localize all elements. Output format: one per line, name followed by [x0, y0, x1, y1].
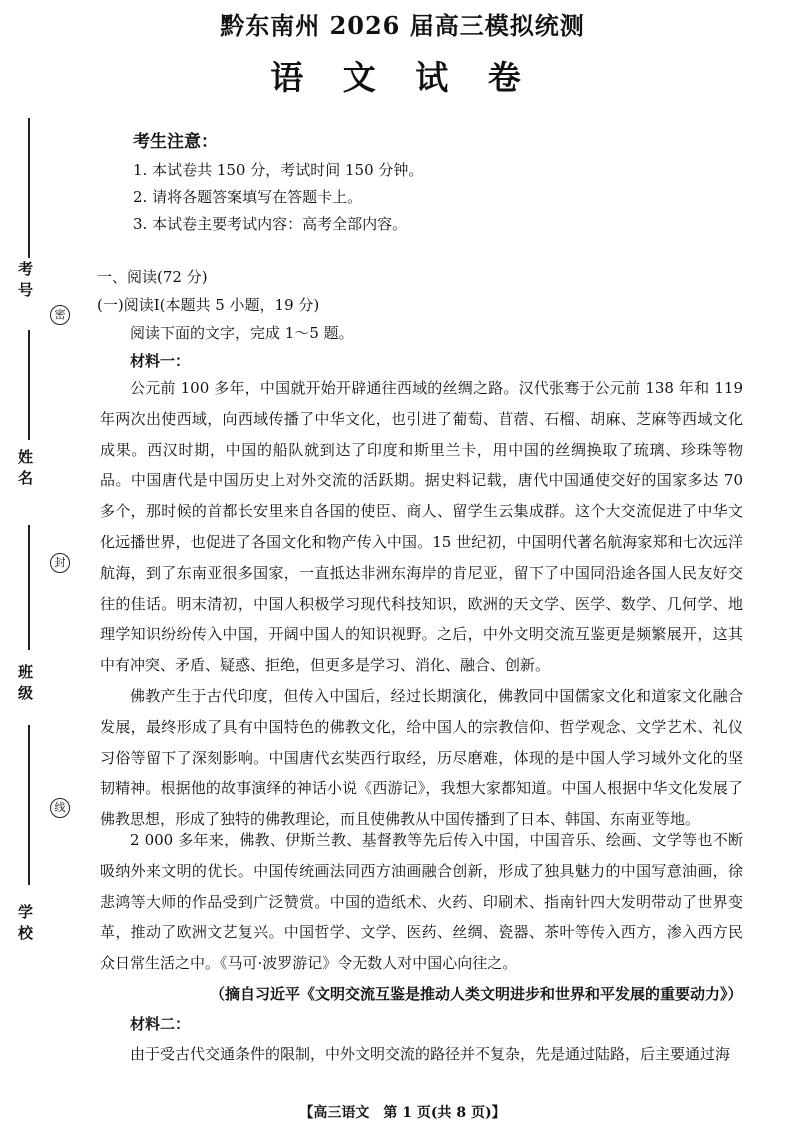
- material-2-label: 材料二：: [130, 1015, 191, 1033]
- paragraph-2: 佛教产生于古代印度，但传入中国后，经过长期演化，佛教同中国儒家文化和道家文化融合发展，最终形成了具有中国特色的佛教文化，给中国人的宗教信仰、哲学观念、文学艺术、礼仪习俗等留下了深刻影响。中国唐代玄奘西行取经，历尽磨难，体现的是中国人学习域外文化的坚韧精神。根据他的故事演绎的神话小说《西游记》，我想大家都知道。中国人根据中华文化发展了佛教思想，形成了独特的佛教理论，而且使佛教从中国传播到了日本、韩国、东南亚等地。: [100, 687, 743, 829]
- source-citation: （摘自习近平《文明交流互鉴是推动人类文明进步和世界和平发展的重要动力》）: [210, 985, 743, 1003]
- margin-line-class: [28, 525, 30, 650]
- margin-label-class: 班级: [16, 664, 34, 706]
- seal-mark-mi: 密: [50, 305, 70, 325]
- margin-label-exam-number: 考号: [16, 261, 34, 303]
- material-2-first-line: 由于受古代交通条件的限制，中外文明交流的路径并不复杂，先是通过陆路，后主要通过海: [130, 1045, 731, 1063]
- margin-line-name: [28, 330, 30, 440]
- exam-title: 黔东南州 2026 届高三模拟统测: [220, 11, 585, 40]
- notice-item-1: 1. 本试卷共 150 分，考试时间 150 分钟。: [133, 161, 424, 179]
- margin-line-school: [28, 725, 30, 885]
- notice-title: 考生注意：: [133, 132, 218, 152]
- paragraph-1: 公元前 100 多年，中国就开始开辟通往西域的丝绸之路。汉代张骞于公元前 138 年和 119 年两次出使西域，向西域传播了中华文化，也引进了葡萄、苜蓿、石榴、胡麻、芝麻等西域文化成果。西汉时期，中国的船队就到达了印度和斯里兰卡，用中国的丝绸换取了琉璃、珍珠等物品。中国唐代是中国历史上对外交流的活跃期。据史料记载，唐代中国通使交好的国家多达 70 多个，那时候的首都长安里来自各国的使臣、商人、留学生云集成群。这个大交流促进了中华文化远播世界，也促进了各国文化和物产传入中国。15 世纪初，中国明代著名航海家郑和七次远洋航海，到了东南亚很多国家，一直抵达非洲东海岸的肯尼亚，留下了中国同沿途各国人民友好交往的佳话。明末清初，中国人积极学习现代科技知识，欧洲的天文学、医学、数学、几何学、地理学知识纷纷传入中国，开阔中国人的知识视野。之后，中外文明交流互鉴更是频繁展开，这其中有冲突、矛盾、疑惑、拒绝，但更多是学习、消化、融合、创新。: [100, 379, 743, 675]
- seal-mark-feng: 封: [50, 553, 70, 573]
- subject-title: 语 文 试 卷: [270, 58, 535, 97]
- margin-label-school: 学校: [16, 904, 34, 946]
- notice-item-2: 2. 请将各题答案填写在答题卡上。: [133, 188, 363, 206]
- section-title: 一、阅读(72 分): [97, 268, 208, 286]
- margin-label-name: 姓名: [16, 449, 34, 491]
- section-subtitle: (一)阅读Ⅰ(本题共 5 小题，19 分): [97, 296, 320, 314]
- section-instruction: 阅读下面的文字，完成 1～5 题。: [130, 324, 354, 342]
- page-footer: 【高三语文 第 1 页(共 8 页)】: [299, 1105, 506, 1121]
- notice-item-3: 3. 本试卷主要考试内容：高考全部内容。: [133, 215, 408, 233]
- margin-line-exam-number: [28, 118, 30, 258]
- seal-mark-xian: 线: [50, 798, 70, 818]
- paragraph-3: 2 000 多年来，佛教、伊斯兰教、基督教等先后传入中国，中国音乐、绘画、文学等也不断吸纳外来文明的优长。中国传统画法同西方油画融合创新，形成了独具魅力的中国写意油画，徐悲鸿等大师的作品受到广泛赞赏。中国的造纸术、火药、印刷术、指南针四大发明带动了世界变革，推动了欧洲文艺复兴。中国哲学、文学、医药、丝绸、瓷器、茶叶等传入西方，渗入西方民众日常生活之中。《马可·波罗游记》令无数人对中国心向往之。: [100, 831, 743, 973]
- material-1-label: 材料一：: [130, 352, 191, 370]
